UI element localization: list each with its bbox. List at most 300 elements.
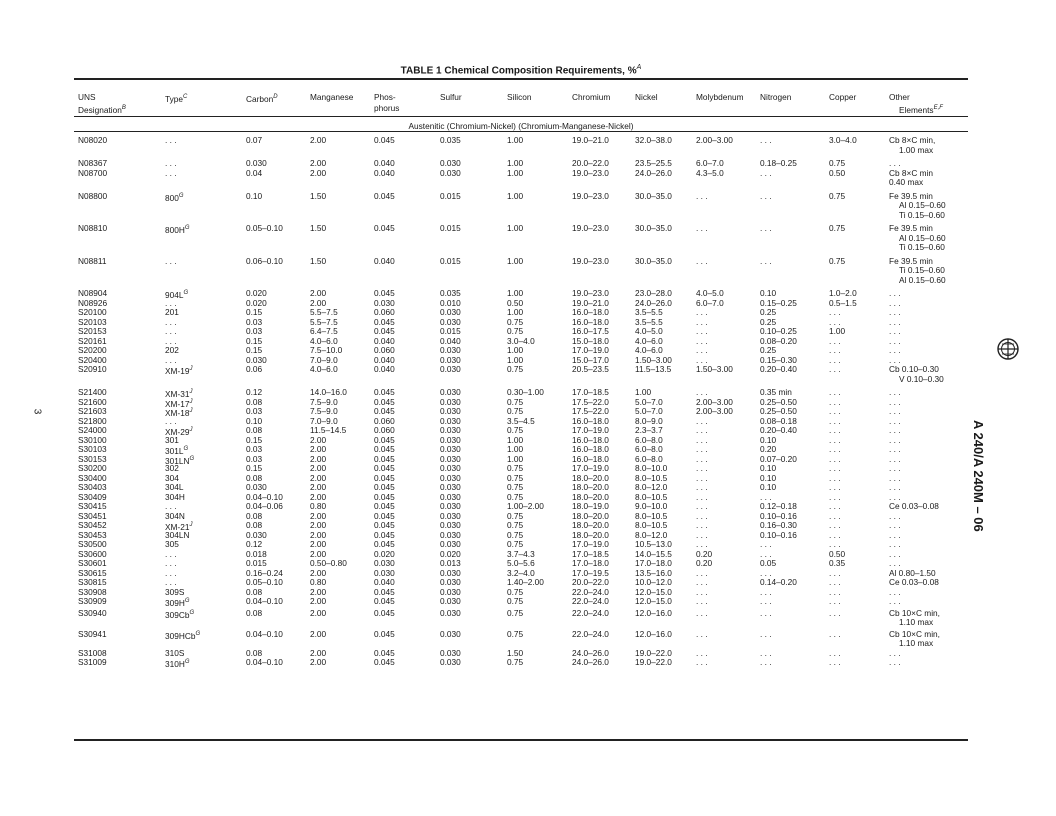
manganese-cell-text: 2.00 xyxy=(310,586,327,597)
phosphorus-cell-text: 0.045 xyxy=(374,135,395,145)
other-elements-cell xyxy=(889,658,979,668)
column-header-text: Manganese xyxy=(310,92,354,102)
molybdenum-cell-text: . . . xyxy=(696,472,708,483)
nitrogen-cell xyxy=(760,257,772,267)
sulfur-cell-text: 0.030 xyxy=(440,628,461,639)
column-header-text: phorus xyxy=(374,102,400,113)
molybdenum-cell-text: . . . xyxy=(696,387,708,397)
molybdenum-cell-text: . . . xyxy=(696,190,708,201)
phosphorus-cell-text: 0.045 xyxy=(374,628,395,639)
phosphorus-cell-text: 0.040 xyxy=(374,577,395,587)
sulfur-cell-text: 0.030 xyxy=(440,167,461,178)
uns-cell-text: S30600 xyxy=(78,548,107,559)
type-cell-text: . . . xyxy=(165,415,177,426)
other-elements-line: . . . xyxy=(889,472,901,483)
chromium-cell-text: 18.0–20.0 xyxy=(572,472,609,483)
table-row xyxy=(0,630,1056,649)
carbon-cell-text: 0.08 xyxy=(246,647,263,658)
carbon-cell xyxy=(246,658,283,668)
manganese-cell-text: 7.5–9.0 xyxy=(310,406,338,416)
type-cell-text: 310H xyxy=(165,658,185,669)
type-cell-text: . . . xyxy=(165,558,177,568)
nitrogen-cell-text: 0.15–0.30 xyxy=(760,354,797,365)
column-header-text: Molybdenum xyxy=(696,92,744,102)
manganese-cell-text: 2.00 xyxy=(310,158,327,168)
column-header-text: Copper xyxy=(829,92,857,102)
other-elements-line: . . . xyxy=(889,482,901,492)
nitrogen-cell-text: . . . xyxy=(760,223,772,233)
phosphorus-cell-text: 0.060 xyxy=(374,345,395,355)
copper-cell-text: . . . xyxy=(829,387,841,397)
nitrogen-cell xyxy=(760,597,772,607)
manganese-cell xyxy=(310,224,326,234)
carbon-cell xyxy=(246,257,283,267)
silicon-cell-text: 1.40–2.00 xyxy=(507,577,544,587)
copper-cell-text: . . . xyxy=(829,491,841,502)
sulfur-cell-text: 0.015 xyxy=(440,255,461,266)
type-cell xyxy=(165,136,177,146)
other-elements-line: . . . xyxy=(889,335,901,346)
sulfur-cell-text: 0.035 xyxy=(440,135,461,145)
chromium-cell-text: 19.0–23.0 xyxy=(572,190,609,201)
nitrogen-cell-text: 0.35 min xyxy=(760,387,792,397)
phosphorus-cell xyxy=(374,136,395,146)
carbon-cell-text: 0.06 xyxy=(246,364,263,374)
copper-cell-text: . . . xyxy=(829,472,841,483)
chromium-cell xyxy=(572,658,609,668)
carbon-cell-text: 0.04–0.10 xyxy=(246,491,283,502)
nitrogen-cell-text: 0.10 xyxy=(760,482,777,492)
nitrogen-cell-text: 0.18–0.25 xyxy=(760,158,797,168)
copper-cell-text: . . . xyxy=(829,434,841,445)
manganese-cell-text: 0.80 xyxy=(310,501,327,511)
type-cell-text: 202 xyxy=(165,345,179,355)
phosphorus-cell-text: 0.060 xyxy=(374,415,395,426)
phosphorus-cell-text: 0.045 xyxy=(374,586,395,597)
molybdenum-cell-text: . . . xyxy=(696,444,708,454)
nickel-cell xyxy=(635,609,672,619)
carbon-cell-text: 0.15 xyxy=(246,345,263,355)
manganese-cell-text: 1.50 xyxy=(310,223,327,233)
sulfur-cell-text: 0.030 xyxy=(440,158,461,168)
carbon-cell-text: 0.10 xyxy=(246,415,263,426)
nickel-cell-text: 1.00 xyxy=(635,387,652,397)
molybdenum-cell-text: . . . xyxy=(696,577,708,587)
nitrogen-cell xyxy=(760,658,772,668)
chromium-cell-text: 20.5–23.5 xyxy=(572,364,609,374)
phosphorus-cell-text: 0.045 xyxy=(374,406,395,416)
type-cell-text: 800 xyxy=(165,192,179,203)
carbon-cell-text: 0.12 xyxy=(246,539,263,549)
type-footnote: G xyxy=(189,609,195,616)
molybdenum-cell-text: . . . xyxy=(696,463,708,473)
chromium-cell-text: 20.0–22.0 xyxy=(572,158,609,168)
type-cell-text: 904L xyxy=(165,289,184,300)
nickel-cell-text: 12.0–15.0 xyxy=(635,586,672,597)
nitrogen-cell-text: 0.10–0.16 xyxy=(760,529,797,540)
type-cell-text: 301L xyxy=(165,445,184,456)
uns-cell-text: S30451 xyxy=(78,510,107,521)
copper-cell-text: 3.0–4.0 xyxy=(829,135,857,145)
other-elements-line: . . . xyxy=(889,415,901,426)
copper-cell-text: 0.5–1.5 xyxy=(829,297,857,308)
sulfur-cell-text: 0.010 xyxy=(440,297,461,308)
uns-cell-text: S30100 xyxy=(78,434,107,445)
nitrogen-cell-text: . . . xyxy=(760,539,772,549)
sulfur-cell-text: 0.030 xyxy=(440,354,461,365)
uns-cell-text: N08367 xyxy=(78,158,108,168)
copper-cell-text: . . . xyxy=(829,396,841,407)
carbon-cell-text: 0.15 xyxy=(246,307,263,317)
other-elements-cell xyxy=(889,136,979,155)
sulfur-cell-text: 0.015 xyxy=(440,326,461,336)
column-header xyxy=(635,92,658,103)
other-elements-line: . . . xyxy=(889,434,901,445)
phosphorus-cell-text: 0.045 xyxy=(374,596,395,606)
manganese-cell-text: 2.00 xyxy=(310,539,327,549)
type-cell xyxy=(165,609,194,620)
sulfur-cell-text: 0.030 xyxy=(440,345,461,355)
type-cell xyxy=(165,588,184,598)
astm-logo-icon xyxy=(997,338,1019,360)
nitrogen-cell-text: 0.07–0.20 xyxy=(760,453,797,464)
chromium-cell-text: 17.5–22.0 xyxy=(572,396,609,407)
silicon-cell-text: 1.00 xyxy=(507,223,524,233)
nitrogen-cell-text: 0.12–0.18 xyxy=(760,501,797,511)
manganese-cell-text: 2.00 xyxy=(310,510,327,521)
nitrogen-cell-text: . . . xyxy=(760,596,772,606)
molybdenum-cell-text: . . . xyxy=(696,607,708,618)
phosphorus-cell-text: 0.045 xyxy=(374,539,395,549)
sulfur-cell-text: 0.030 xyxy=(440,567,461,578)
column-header xyxy=(696,92,744,103)
column-header-text: Carbon xyxy=(246,93,274,104)
phosphorus-cell-text: 0.045 xyxy=(374,520,395,530)
uns-cell-text: N08800 xyxy=(78,190,108,201)
manganese-cell-text: 2.00 xyxy=(310,444,327,454)
nitrogen-cell-text: 0.16–0.30 xyxy=(760,520,797,530)
manganese-cell-text: 2.00 xyxy=(310,297,327,308)
table-row xyxy=(0,597,1056,609)
nitrogen-cell-text: . . . xyxy=(760,657,772,667)
silicon-cell-text: 0.75 xyxy=(507,425,524,435)
molybdenum-cell-text: . . . xyxy=(696,539,708,549)
copper-cell-text: . . . xyxy=(829,307,841,317)
copper-cell-text: . . . xyxy=(829,539,841,549)
copper-cell-text: . . . xyxy=(829,335,841,346)
sulfur-cell xyxy=(440,257,461,267)
uns-cell xyxy=(78,658,107,668)
other-elements-line: 1.10 max xyxy=(899,638,934,648)
section-rule xyxy=(74,131,968,132)
chromium-cell-text: 19.0–23.0 xyxy=(572,255,609,266)
phosphorus-cell xyxy=(374,257,395,267)
sulfur-cell-text: 0.030 xyxy=(440,491,461,502)
carbon-cell-text: 0.03 xyxy=(246,453,263,464)
phosphorus-cell-text: 0.045 xyxy=(374,501,395,511)
phosphorus-cell-text: 0.040 xyxy=(374,158,395,168)
other-elements-line: . . . xyxy=(889,596,901,606)
sulfur-cell-text: 0.015 xyxy=(440,223,461,233)
molybdenum-cell-text: . . . xyxy=(696,520,708,530)
copper-cell-text: . . . xyxy=(829,628,841,639)
nitrogen-cell-text: . . . xyxy=(760,167,772,178)
column-header xyxy=(310,92,353,103)
nitrogen-cell-text: 0.25 xyxy=(760,316,777,327)
carbon-cell-text: 0.08 xyxy=(246,425,263,435)
uns-cell-text: N08700 xyxy=(78,167,108,178)
type-footnote: G xyxy=(178,192,184,199)
carbon-cell-text: 0.04 xyxy=(246,167,263,178)
silicon-cell-text: 0.75 xyxy=(507,463,524,473)
silicon-cell-text: 0.75 xyxy=(507,396,524,407)
copper-cell xyxy=(829,224,845,234)
column-header xyxy=(829,92,856,103)
type-cell-text: . . . xyxy=(165,158,177,168)
nickel-cell-text: 2.3–3.7 xyxy=(635,425,663,435)
chromium-cell-text: 17.0–18.5 xyxy=(572,387,609,397)
nickel-cell-text: 6.0–8.0 xyxy=(635,444,663,454)
molybdenum-cell-text: 2.00–3.00 xyxy=(696,406,733,416)
other-elements-cell xyxy=(889,224,979,253)
chromium-cell-text: 22.0–24.0 xyxy=(572,607,609,618)
chromium-cell-text: 19.0–23.0 xyxy=(572,223,609,233)
column-header-text: Other xyxy=(889,92,910,102)
phosphorus-cell-text: 0.045 xyxy=(374,223,395,233)
other-elements-line: . . . xyxy=(889,548,901,559)
molybdenum-cell-text: . . . xyxy=(696,255,708,266)
molybdenum-cell-text: . . . xyxy=(696,501,708,511)
manganese-cell-text: 7.0–9.0 xyxy=(310,354,338,365)
chromium-cell-text: 19.0–23.0 xyxy=(572,288,609,298)
carbon-cell-text: 0.08 xyxy=(246,607,263,618)
nitrogen-cell-text: 0.10–0.16 xyxy=(760,510,797,521)
molybdenum-cell xyxy=(696,224,708,234)
phosphorus-cell xyxy=(374,365,395,375)
manganese-cell-text: 14.0–16.0 xyxy=(310,387,347,397)
phosphorus-cell-text: 0.045 xyxy=(374,190,395,201)
silicon-cell-text: 3.5–4.5 xyxy=(507,415,535,426)
chromium-cell-text: 16.0–18.0 xyxy=(572,444,609,454)
carbon-cell-text: 0.03 xyxy=(246,316,263,327)
copper-cell xyxy=(829,658,841,668)
silicon-cell-text: 0.75 xyxy=(507,510,524,521)
uns-cell-text: S21400 xyxy=(78,387,107,397)
other-elements-line: . . . xyxy=(889,510,901,521)
molybdenum-cell-text: . . . xyxy=(696,491,708,502)
silicon-cell xyxy=(507,597,523,607)
copper-cell-text: 0.50 xyxy=(829,548,846,559)
table-title-text: TABLE 1 Chemical Composition Requirements, % xyxy=(400,65,637,77)
sulfur-cell-text: 0.030 xyxy=(440,657,461,667)
section-label: Austenitic (Chromium-Nickel) (Chromium-Manganese-Nickel) xyxy=(408,121,634,131)
manganese-cell xyxy=(310,609,326,619)
nickel-cell-text: 10.0–12.0 xyxy=(635,577,672,587)
molybdenum-cell xyxy=(696,257,708,267)
silicon-cell xyxy=(507,257,523,267)
silicon-cell-text: 0.75 xyxy=(507,586,524,597)
nickel-cell xyxy=(635,136,672,146)
sulfur-cell-text: 0.030 xyxy=(440,510,461,521)
nitrogen-cell-text: 0.10 xyxy=(760,434,777,445)
copper-cell xyxy=(829,609,841,619)
type-cell-text: 304 xyxy=(165,472,179,483)
manganese-cell-text: 2.00 xyxy=(310,491,327,502)
other-elements-line: . . . xyxy=(889,491,901,502)
chromium-cell-text: 16.0–17.5 xyxy=(572,326,609,336)
manganese-cell xyxy=(310,192,326,202)
silicon-cell-text: 1.00 xyxy=(507,345,524,355)
molybdenum-cell xyxy=(696,169,724,179)
silicon-cell-text: 0.75 xyxy=(507,607,524,618)
manganese-cell-text: 7.5–10.0 xyxy=(310,345,343,355)
type-cell-text: 309Cb xyxy=(165,609,190,620)
carbon-cell xyxy=(246,192,262,202)
manganese-cell-text: 2.00 xyxy=(310,434,327,445)
chromium-cell-text: 17.0–19.0 xyxy=(572,425,609,435)
other-elements-line: . . . xyxy=(889,586,901,597)
type-cell xyxy=(165,169,177,179)
uns-cell-text: S30415 xyxy=(78,501,107,511)
other-elements-cell xyxy=(889,540,979,550)
other-elements-cell xyxy=(889,318,979,328)
uns-cell xyxy=(78,169,107,179)
molybdenum-cell-text: 0.20 xyxy=(696,548,713,559)
manganese-cell xyxy=(310,136,326,146)
nickel-cell xyxy=(635,257,672,267)
chromium-cell-text: 16.0–18.0 xyxy=(572,453,609,464)
column-header xyxy=(440,92,462,103)
type-cell-text: . . . xyxy=(165,255,177,266)
nickel-cell-text: 4.0–6.0 xyxy=(635,335,663,346)
type-footnote: G xyxy=(184,225,190,231)
copper-cell-text: . . . xyxy=(829,577,841,587)
carbon-cell xyxy=(246,136,262,146)
copper-cell-text: . . . xyxy=(829,567,841,578)
copper-cell xyxy=(829,365,841,375)
phosphorus-cell xyxy=(374,630,395,640)
other-elements-line: Cb 10×C min, xyxy=(889,628,940,639)
copper-cell-text: . . . xyxy=(829,586,841,597)
silicon-cell-text: 0.75 xyxy=(507,596,524,606)
nitrogen-cell-text: 0.14–0.20 xyxy=(760,577,797,587)
column-header-text: Nickel xyxy=(635,92,658,102)
chromium-cell-text: 18.0–20.0 xyxy=(572,491,609,502)
sulfur-cell-text: 0.013 xyxy=(440,558,461,568)
uns-cell-text: S30200 xyxy=(78,463,107,473)
chromium-cell-text: 24.0–26.0 xyxy=(572,657,609,667)
phosphorus-cell-text: 0.045 xyxy=(374,453,395,464)
silicon-cell-text: 0.75 xyxy=(507,628,524,639)
manganese-cell xyxy=(310,630,326,640)
column-header xyxy=(889,92,943,115)
copper-cell-text: . . . xyxy=(829,596,841,606)
nickel-cell-text: 3.5–5.5 xyxy=(635,307,663,317)
nitrogen-cell-text: . . . xyxy=(760,647,772,658)
nickel-cell-text: 5.0–7.0 xyxy=(635,406,663,416)
sulfur-cell-text: 0.030 xyxy=(440,539,461,549)
type-cell-text: . . . xyxy=(165,577,177,587)
chromium-cell-text: 22.0–24.0 xyxy=(572,596,609,606)
type-cell-text: . . . xyxy=(165,297,177,308)
uns-cell-text: S30601 xyxy=(78,558,107,568)
copper-cell-text: 0.50 xyxy=(829,167,846,178)
nickel-cell xyxy=(635,597,672,607)
phosphorus-cell-text: 0.045 xyxy=(374,529,395,540)
type-footnote: J xyxy=(189,427,193,433)
type-cell-text: . . . xyxy=(165,567,177,578)
sulfur-cell-text: 0.030 xyxy=(440,444,461,454)
table-row xyxy=(0,192,1056,225)
type-cell xyxy=(165,436,179,446)
other-elements-line: . . . xyxy=(889,647,901,658)
uns-cell-text: N08926 xyxy=(78,297,108,308)
uns-cell-text: S30403 xyxy=(78,482,107,492)
manganese-cell-text: 2.00 xyxy=(310,529,327,540)
other-elements-line: V 0.10–0.30 xyxy=(899,373,944,384)
sulfur-cell-text: 0.030 xyxy=(440,387,461,397)
nickel-cell xyxy=(635,192,672,202)
other-elements-cell xyxy=(889,550,979,560)
uns-cell-text: S30409 xyxy=(78,491,107,502)
type-cell xyxy=(165,649,184,659)
other-elements-line: . . . xyxy=(889,520,901,530)
other-elements-cell xyxy=(889,398,979,408)
chromium-cell-text: 15.0–17.0 xyxy=(572,354,609,365)
column-header-text: Type xyxy=(165,93,183,104)
nickel-cell-text: 10.5–13.0 xyxy=(635,539,672,549)
other-elements-line: 1.10 max xyxy=(899,617,934,627)
molybdenum-cell-text: . . . xyxy=(696,510,708,521)
other-elements-line: . . . xyxy=(889,158,901,168)
manganese-cell-text: 2.00 xyxy=(310,657,327,667)
nickel-cell-text: 23.5–25.5 xyxy=(635,158,672,168)
column-header-text: Designation xyxy=(78,104,122,115)
phosphorus-cell-text: 0.045 xyxy=(374,607,395,618)
copper-cell xyxy=(829,169,845,179)
chromium-cell-text: 15.0–18.0 xyxy=(572,335,609,346)
type-footnote: G xyxy=(183,290,189,296)
phosphorus-cell-text: 0.030 xyxy=(374,567,395,578)
carbon-cell-text: 0.08 xyxy=(246,520,263,530)
uns-cell-text: S30153 xyxy=(78,453,107,464)
carbon-cell xyxy=(246,630,283,640)
other-elements-line: 1.00 max xyxy=(899,144,934,155)
copper-cell-text: . . . xyxy=(829,482,841,492)
carbon-cell-text: 0.020 xyxy=(246,297,267,308)
molybdenum-cell-text: . . . xyxy=(696,354,708,365)
carbon-cell-text: 0.03 xyxy=(246,326,263,336)
manganese-cell-text: 2.00 xyxy=(310,607,327,618)
silicon-cell-text: 1.00 xyxy=(507,135,524,145)
sulfur-cell-text: 0.030 xyxy=(440,406,461,416)
manganese-cell-text: 2.00 xyxy=(310,463,327,473)
type-cell-text: XM-29 xyxy=(165,426,190,437)
column-header xyxy=(507,92,531,103)
molybdenum-cell xyxy=(696,630,708,640)
nitrogen-cell-text: . . . xyxy=(760,255,772,266)
molybdenum-cell-text: . . . xyxy=(696,345,708,355)
nickel-cell-text: 8.0–10.5 xyxy=(635,510,668,521)
other-elements-cell xyxy=(889,630,979,649)
type-cell xyxy=(165,417,177,427)
phosphorus-cell-text: 0.040 xyxy=(374,167,395,178)
uns-cell xyxy=(78,224,107,234)
silicon-cell-text: 0.75 xyxy=(507,539,524,549)
table-row xyxy=(0,257,1056,290)
copper-cell xyxy=(829,192,845,202)
manganese-cell-text: 2.00 xyxy=(310,482,327,492)
